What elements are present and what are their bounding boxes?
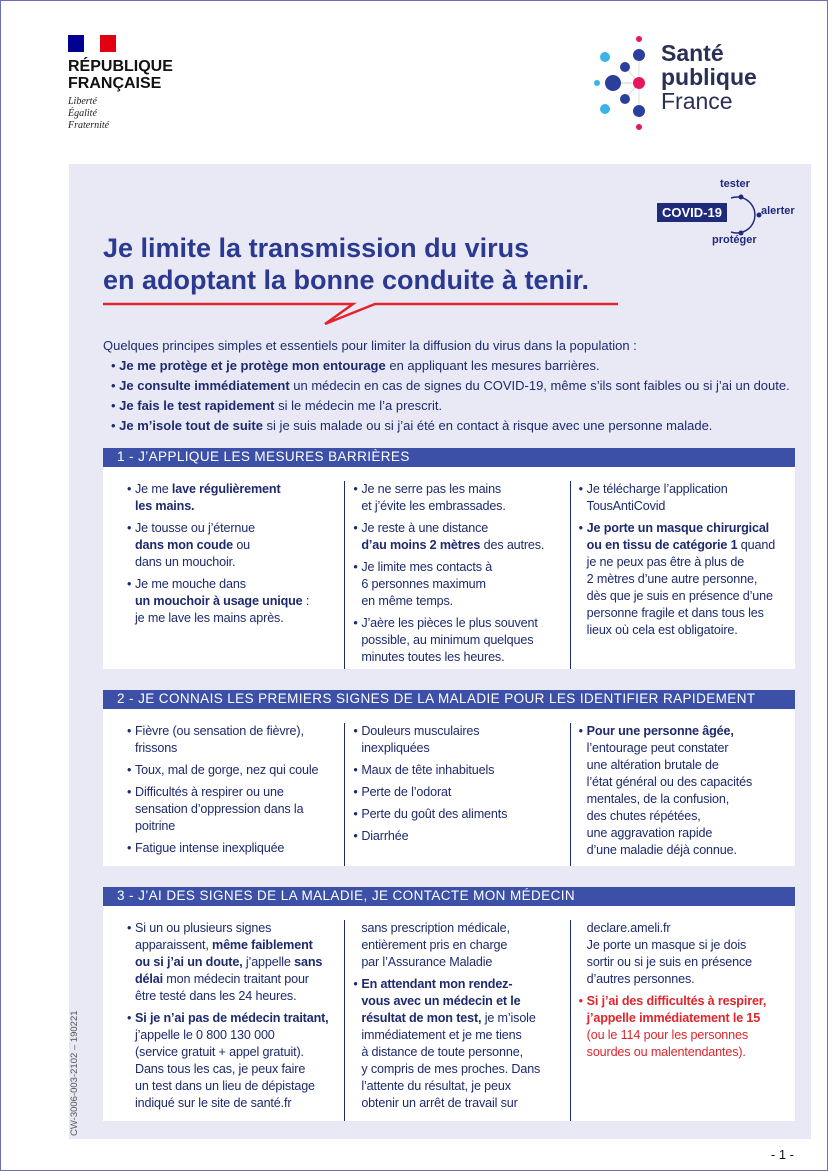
page-title [103, 232, 589, 296]
section-1-card [103, 467, 795, 669]
text: Si un ou plusieurs signes apparaissent, [135, 921, 272, 952]
section-column [344, 920, 569, 1121]
list-item [127, 1010, 336, 1112]
bold-text: Je consulte immédiatement [119, 378, 290, 393]
text: j’appelle [242, 955, 295, 969]
sante-publique-france-logo [591, 33, 781, 133]
paragraph [579, 920, 787, 988]
text: declare.ameli.fr Je porte un masque si je dois sortir ou si je suis en présence d’autres personnes. [586, 921, 752, 986]
section-3-header: 3 - J’AI DES SIGNES DE LA MALADIE, JE CONTACTE MON MÉDECIN [103, 887, 795, 906]
motto-liberte: Liberté [68, 96, 97, 107]
title-line-2: en adoptant la bonne conduite à tenir. [103, 265, 590, 295]
bold-text: lave régulièrement les mains. [135, 482, 281, 513]
republique-francaise-logo [68, 35, 173, 132]
section-3-card [103, 906, 795, 1121]
text: Toux, mal de gorge, nez qui coule [135, 763, 319, 777]
list-item [127, 840, 336, 857]
text: Perte du goût des aliments [361, 807, 508, 821]
text: Je ne serre pas les mains et j’évite les embrassades. [361, 482, 506, 513]
text: j’appelle le 0 800 130 000 (service gratuit + appel gratuit). Dans tous les cas, je peux faire un test dans un lieu de dépistage indiqué sur le site de santé.fr [135, 1028, 315, 1110]
list-item [127, 762, 336, 779]
bold-text: Si j’ai des difficultés à respirer, j’appelle immédiatement le 15 [586, 994, 767, 1025]
text: si le médecin me l’a prescrit. [274, 398, 443, 413]
section-column [570, 723, 795, 866]
republic-name: RÉPUBLIQUE FRANÇAISE [68, 58, 173, 92]
list-item [353, 762, 561, 779]
bold-text: Si je n’ai pas de médecin traitant, [135, 1011, 329, 1025]
intro-item [103, 376, 790, 396]
bold-text: même faiblement ou si j’ai un doute, [135, 938, 313, 969]
list-item [127, 520, 336, 571]
section-2-header: 2 - JE CONNAIS LES PREMIERS SIGNES DE LA MALADIE POUR LES IDENTIFIER RAPIDEMENT [103, 690, 795, 709]
list-item [353, 520, 561, 554]
bold-text: Je m’isole tout de suite [119, 418, 263, 433]
page-number: - 1 - [770, 1147, 794, 1162]
bold-text: En attendant mon rendez- vous avec un médecin et le résultat de mon test, [361, 977, 521, 1025]
bold-text: dans mon coude [135, 538, 233, 552]
text: Je tousse ou j’éternue [135, 521, 255, 535]
bold-text: d’au moins 2 mètres [361, 538, 481, 552]
section-1-header: 1 - J’APPLIQUE LES MESURES BARRIÈRES [103, 448, 795, 467]
list-item [353, 559, 561, 610]
list-item [579, 481, 787, 515]
content-panel [69, 164, 811, 1139]
bold-text: sans délai [135, 955, 323, 986]
section-2-card [103, 709, 795, 866]
motto-egalite: Égalité [68, 108, 97, 119]
list-item [579, 520, 787, 639]
text: des autres. [480, 538, 545, 552]
list-item [579, 723, 787, 859]
text: (ou le 114 pour les personnes sourdes ou malentendantes). [586, 1028, 749, 1059]
bold-text: Pour une personne âgée, [586, 724, 734, 738]
text: Diarrhée [361, 829, 409, 843]
speech-underline [103, 302, 618, 326]
text: : je me lave les mains après. [135, 594, 310, 625]
list-item [353, 976, 561, 1112]
badge-tester: tester [720, 178, 750, 190]
text: Fièvre (ou sensation de fièvre), frissons [135, 724, 304, 755]
intro-item [103, 356, 790, 376]
list-item [353, 615, 561, 666]
list-item [579, 993, 787, 1061]
list-item [127, 920, 336, 1005]
document-code: CW-3006-003-2102 – 190221 [69, 1010, 80, 1136]
section-column [119, 723, 344, 866]
text: mon médecin traitant pour être testé dans les 24 heures. [135, 972, 309, 1003]
title-line-1: Je limite la transmission du virus [103, 233, 530, 263]
list-item [127, 481, 336, 515]
intro [103, 336, 790, 436]
flag-icon [68, 35, 116, 52]
section-column [344, 481, 569, 669]
list-item [353, 481, 561, 515]
list-item [353, 784, 561, 801]
motto-fraternite: Fraternité [68, 120, 110, 131]
bold-text: Je porte un masque chirurgical ou en tissu de catégorie 1 [586, 521, 770, 552]
badge-alerter: alerter [761, 205, 795, 217]
text: Perte de l’odorat [361, 785, 452, 799]
spf-word-2: publique [661, 64, 757, 90]
list-item [127, 723, 336, 757]
section-column [570, 920, 795, 1121]
text: quand je ne peux pas être à plus de 2 mètres d’une autre personne, dès que je suis en présence d’une personne fragile et dans tous les lieux où cela est obligatoire. [586, 538, 776, 637]
motto [68, 96, 173, 132]
paragraph [353, 920, 561, 971]
section-column [119, 481, 344, 669]
intro-item [103, 416, 790, 436]
text: J’aère les pièces le plus souvent possible, au minimum quelques minutes toutes les heures. [361, 616, 538, 664]
text: Je reste à une distance [361, 521, 489, 535]
text: ou dans un mouchoir. [135, 538, 251, 569]
list-item [353, 828, 561, 845]
section-column [119, 920, 344, 1121]
text: en appliquant les mesures barrières. [385, 358, 600, 373]
intro-item [103, 396, 790, 416]
text: Je limite mes contacts à 6 personnes maximum en même temps. [361, 560, 493, 608]
text: Je télécharge l’application TousAntiCovid [586, 482, 728, 513]
covid-badge [657, 176, 807, 246]
covid-label: COVID-19 [657, 203, 727, 222]
list-item [353, 723, 561, 757]
spf-word-3: France [661, 88, 733, 114]
section-column [570, 481, 795, 669]
text: je m’isole immédiatement et je me tiens à distance de toute personne, y compris de mes proches. Dans l’attente du résultat, je peux obtenir un arrêt de travail sur [361, 1011, 541, 1110]
bold-text: un mouchoir à usage unique [135, 594, 303, 608]
intro-list [103, 356, 790, 436]
text: l’entourage peut constater une altération brutale de l’état général ou des capacités mentales, de la confusion, des chutes répétées, une aggravation rapide d’une maladie déjà connue. [586, 741, 753, 857]
text: si je suis malade ou si j’ai été en contact à risque avec une personne malade. [262, 418, 713, 433]
badge-proteger: protéger [712, 234, 757, 246]
bold-text: Je me protège et je protège mon entourage [119, 358, 386, 373]
molecule-icon [591, 33, 661, 133]
section-column [344, 723, 569, 866]
spf-word-1: Santé [661, 40, 724, 66]
text: Je me mouche dans [135, 577, 246, 591]
text: Maux de tête inhabituels [361, 763, 495, 777]
text: Douleurs musculaires inexpliquées [361, 724, 480, 755]
intro-lead: Quelques principes simples et essentiels pour limiter la diffusion du virus dans la population : [103, 338, 637, 353]
list-item [353, 806, 561, 823]
text: Fatigue intense inexpliquée [135, 841, 285, 855]
text: Difficultés à respirer ou une sensation d’oppression dans la poitrine [135, 785, 304, 833]
list-item [127, 784, 336, 835]
text: un médecin en cas de signes du COVID-19, même s’ils sont faibles ou si j’ai un doute. [289, 378, 790, 393]
text: Je me [135, 482, 172, 496]
text: sans prescription médicale, entièrement pris en charge par l’Assurance Maladie [361, 921, 510, 969]
list-item [127, 576, 336, 627]
bold-text: Je fais le test rapidement [119, 398, 275, 413]
